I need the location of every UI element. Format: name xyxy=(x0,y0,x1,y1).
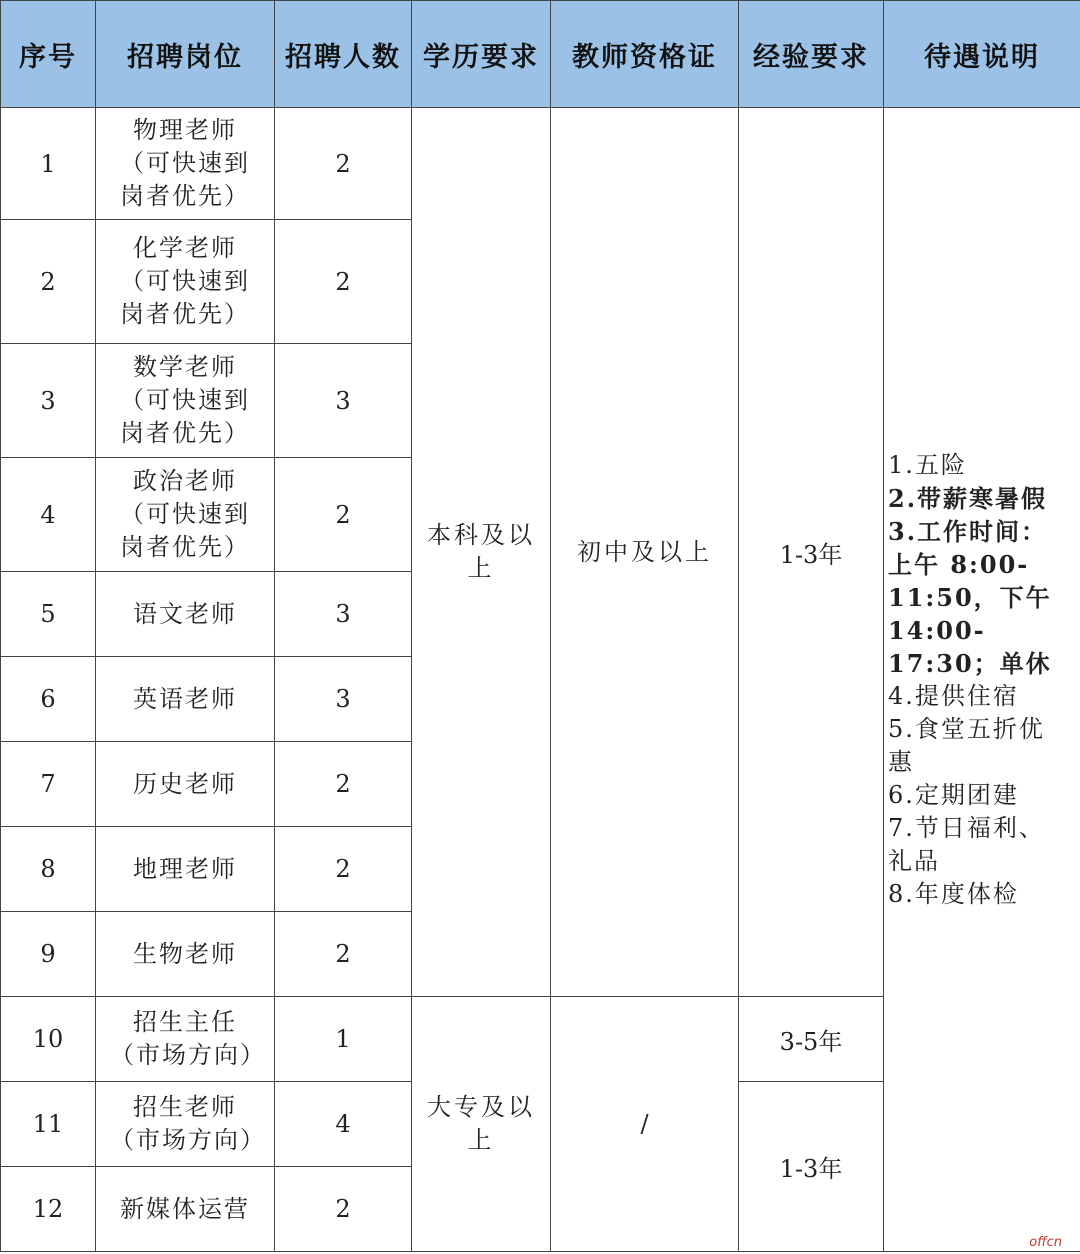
count-cell: 2 xyxy=(275,220,412,344)
header-row xyxy=(1,1,1080,108)
count-cell: 2 xyxy=(275,458,412,572)
position-cell: 物理老师（可快速到岗者优先） xyxy=(96,108,275,220)
position-cell: 政治老师（可快速到岗者优先） xyxy=(96,458,275,572)
row-number: 2 xyxy=(1,220,96,344)
count-cell: 2 xyxy=(275,912,412,997)
experience-cell: 1-3年 xyxy=(739,108,884,997)
position-cell: 英语老师 xyxy=(96,657,275,742)
row-number: 1 xyxy=(1,108,96,220)
header-benefits: 待遇说明 xyxy=(884,1,1080,108)
watermark-logo: offcn xyxy=(1029,1235,1062,1250)
count-cell: 3 xyxy=(275,657,412,742)
count-cell: 3 xyxy=(275,572,412,657)
row-number: 8 xyxy=(1,827,96,912)
header-count: 招聘人数 xyxy=(275,1,412,108)
header-position: 招聘岗位 xyxy=(96,1,275,108)
row-number: 3 xyxy=(1,344,96,458)
benefit-item: 14:00- xyxy=(888,615,986,645)
header-experience: 经验要求 xyxy=(739,1,884,108)
row-number: 10 xyxy=(1,997,96,1082)
row-number: 11 xyxy=(1,1082,96,1167)
benefit-item: 5.食堂五折优 xyxy=(888,714,1045,743)
count-cell: 2 xyxy=(275,108,412,220)
benefit-item: 6.定期团建 xyxy=(888,780,1019,809)
row-number: 4 xyxy=(1,458,96,572)
benefit-item: 4.提供住宿 xyxy=(888,681,1019,710)
benefit-item: 7.节日福利、 xyxy=(888,813,1045,842)
benefit-item: 3.工作时间： xyxy=(888,516,1048,546)
certificate-cell: / xyxy=(551,997,739,1252)
row-number: 9 xyxy=(1,912,96,997)
benefit-item: 礼品 xyxy=(888,846,940,875)
experience-cell: 1-3年 xyxy=(739,1082,884,1252)
benefit-item: 11:50，下午 xyxy=(888,582,1052,612)
position-cell: 地理老师 xyxy=(96,827,275,912)
position-cell: 招生老师（市场方向） xyxy=(96,1082,275,1167)
position-cell: 化学老师（可快速到岗者优先） xyxy=(96,220,275,344)
header-education: 学历要求 xyxy=(412,1,551,108)
education-cell: 本科及以上 xyxy=(412,108,551,997)
header-certificate: 教师资格证 xyxy=(551,1,739,108)
row-number: 5 xyxy=(1,572,96,657)
count-cell: 2 xyxy=(275,1167,412,1252)
position-cell: 新媒体运营 xyxy=(96,1167,275,1252)
count-cell: 2 xyxy=(275,827,412,912)
experience-cell: 3-5年 xyxy=(739,997,884,1082)
position-cell: 语文老师 xyxy=(96,572,275,657)
benefits-cell xyxy=(884,108,1080,1252)
position-cell: 数学老师（可快速到岗者优先） xyxy=(96,344,275,458)
benefit-item: 1.五险 xyxy=(888,450,967,479)
count-cell: 1 xyxy=(275,997,412,1082)
benefit-item: 上午 8:00- xyxy=(888,549,1030,579)
benefit-item: 17:30；单休 xyxy=(888,648,1052,678)
position-cell: 历史老师 xyxy=(96,742,275,827)
table-row xyxy=(1,108,1080,220)
position-cell: 招生主任（市场方向） xyxy=(96,997,275,1082)
position-cell: 生物老师 xyxy=(96,912,275,997)
count-cell: 2 xyxy=(275,742,412,827)
education-cell: 大专及以上 xyxy=(412,997,551,1252)
count-cell: 4 xyxy=(275,1082,412,1167)
row-number: 6 xyxy=(1,657,96,742)
certificate-cell: 初中及以上 xyxy=(551,108,739,997)
benefit-item: 8.年度体检 xyxy=(888,879,1019,908)
row-number: 7 xyxy=(1,742,96,827)
benefit-item: 2.带薪寒暑假 xyxy=(888,483,1048,513)
benefit-item: 惠 xyxy=(888,747,914,776)
row-number: 12 xyxy=(1,1167,96,1252)
count-cell: 3 xyxy=(275,344,412,458)
header-no: 序号 xyxy=(1,1,96,108)
